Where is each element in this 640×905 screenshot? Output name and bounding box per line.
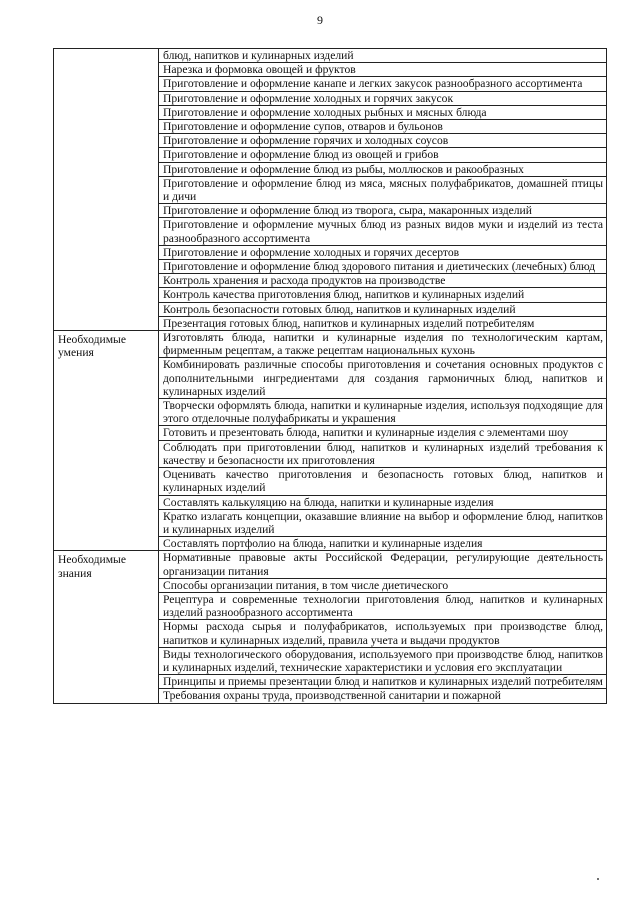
- requirements-table-body: [54, 49, 607, 704]
- requirement-item: Изготовлять блюда, напитки и кулинарные изделия по технологическим картам, фирменным рецептам, а также рецептам национальных кухонь: [159, 331, 607, 358]
- requirement-item: Приготовление и оформление холодных и горячих десертов: [159, 245, 607, 259]
- requirement-item: Принципы и приемы презентации блюд и напитков и кулинарных изделий потребителям: [159, 675, 607, 689]
- requirement-item: Приготовление и оформление холодных рыбных и мясных блюда: [159, 105, 607, 119]
- table-row: [54, 551, 607, 578]
- requirement-item: Нормы расхода сырья и полуфабрикатов, используемых при производстве блюд, напитков и кулинарных изделий, правила учета и выдачи продуктов: [159, 620, 607, 647]
- requirement-item: Приготовление и оформление мучных блюд из разных видов муки и изделий из теста разнообразного ассортимента: [159, 218, 607, 245]
- requirement-item: Требования охраны труда, производственной санитарии и пожарной: [159, 689, 607, 703]
- requirement-item: Контроль безопасности готовых блюд, напитков и кулинарных изделий: [159, 302, 607, 316]
- requirement-item: Соблюдать при приготовлении блюд, напитков и кулинарных изделий требования к качеству и безопасности их приготовления: [159, 440, 607, 467]
- requirement-item: Творчески оформлять блюда, напитки и кулинарные изделия, используя подходящие для этого отделочные полуфабрикаты и украшения: [159, 399, 607, 426]
- requirement-item: блюд, напитков и кулинарных изделий: [159, 49, 607, 63]
- requirement-item: Приготовление и оформление блюд из творога, сыра, макаронных изделий: [159, 204, 607, 218]
- requirement-item: Готовить и презентовать блюда, напитки и кулинарные изделия с элементами шоу: [159, 426, 607, 440]
- requirement-item: Комбинировать различные способы приготовления и сочетания основных продуктов с дополнительными ингредиентами для создания гармоничных блюд, напитков и кулинарных изделий: [159, 358, 607, 399]
- requirement-item: Приготовление и оформление блюд из рыбы, моллюсков и ракообразных: [159, 162, 607, 176]
- requirement-item: Составлять калькуляцию на блюда, напитки и кулинарные изделия: [159, 495, 607, 509]
- requirement-item: Приготовление и оформление горячих и холодных соусов: [159, 134, 607, 148]
- requirement-item: Составлять портфолио на блюда, напитки и кулинарные изделия: [159, 537, 607, 551]
- scan-mark: [597, 878, 599, 880]
- requirement-item: Нормативные правовые акты Российской Федерации, регулирующие деятельность организации питания: [159, 551, 607, 578]
- requirement-item: Кратко излагать концепции, оказавшие влияние на выбор и оформление блюд, напитков и кулинарных изделий: [159, 509, 607, 536]
- requirement-item: Рецептура и современные технологии приготовления блюд, напитков и кулинарных изделий разнообразного ассортимента: [159, 592, 607, 619]
- requirement-item: Способы организации питания, в том числе диетического: [159, 578, 607, 592]
- requirement-item: Приготовление и оформление блюд из овощей и грибов: [159, 148, 607, 162]
- requirement-item: Нарезка и формовка овощей и фруктов: [159, 63, 607, 77]
- table-row: [54, 49, 607, 63]
- requirement-item: Приготовление и оформление блюд здорового питания и диетических (лечебных) блюд: [159, 260, 607, 274]
- requirement-item: Приготовление и оформление супов, отваров и бульонов: [159, 120, 607, 134]
- requirement-item: Контроль качества приготовления блюд, напитков и кулинарных изделий: [159, 288, 607, 302]
- requirement-item: Презентация готовых блюд, напитков и кулинарных изделий потребителям: [159, 316, 607, 330]
- section-label: Необходимые знания: [54, 551, 159, 703]
- page-number: 9: [317, 13, 323, 27]
- requirements-table: [53, 48, 607, 704]
- requirement-item: Оценивать качество приготовления и безопасность готовых блюд, напитков и кулинарных изделий: [159, 468, 607, 495]
- requirement-item: Приготовление и оформление канапе и легких закусок разнообразного ассортимента: [159, 77, 607, 91]
- table-row: [54, 331, 607, 358]
- requirement-item: Приготовление и оформление блюд из мяса, мясных полуфабрикатов, домашней птицы и дичи: [159, 176, 607, 203]
- section-label: Необходимые умения: [54, 331, 159, 551]
- requirement-item: Виды технологического оборудования, используемого при производстве блюд, напитков и кулинарных изделий, технические характеристики и условия его эксплуатации: [159, 647, 607, 674]
- requirement-item: Контроль хранения и расхода продуктов на производстве: [159, 274, 607, 288]
- requirement-item: Приготовление и оформление холодных и горячих закусок: [159, 91, 607, 105]
- section-label: [54, 49, 159, 331]
